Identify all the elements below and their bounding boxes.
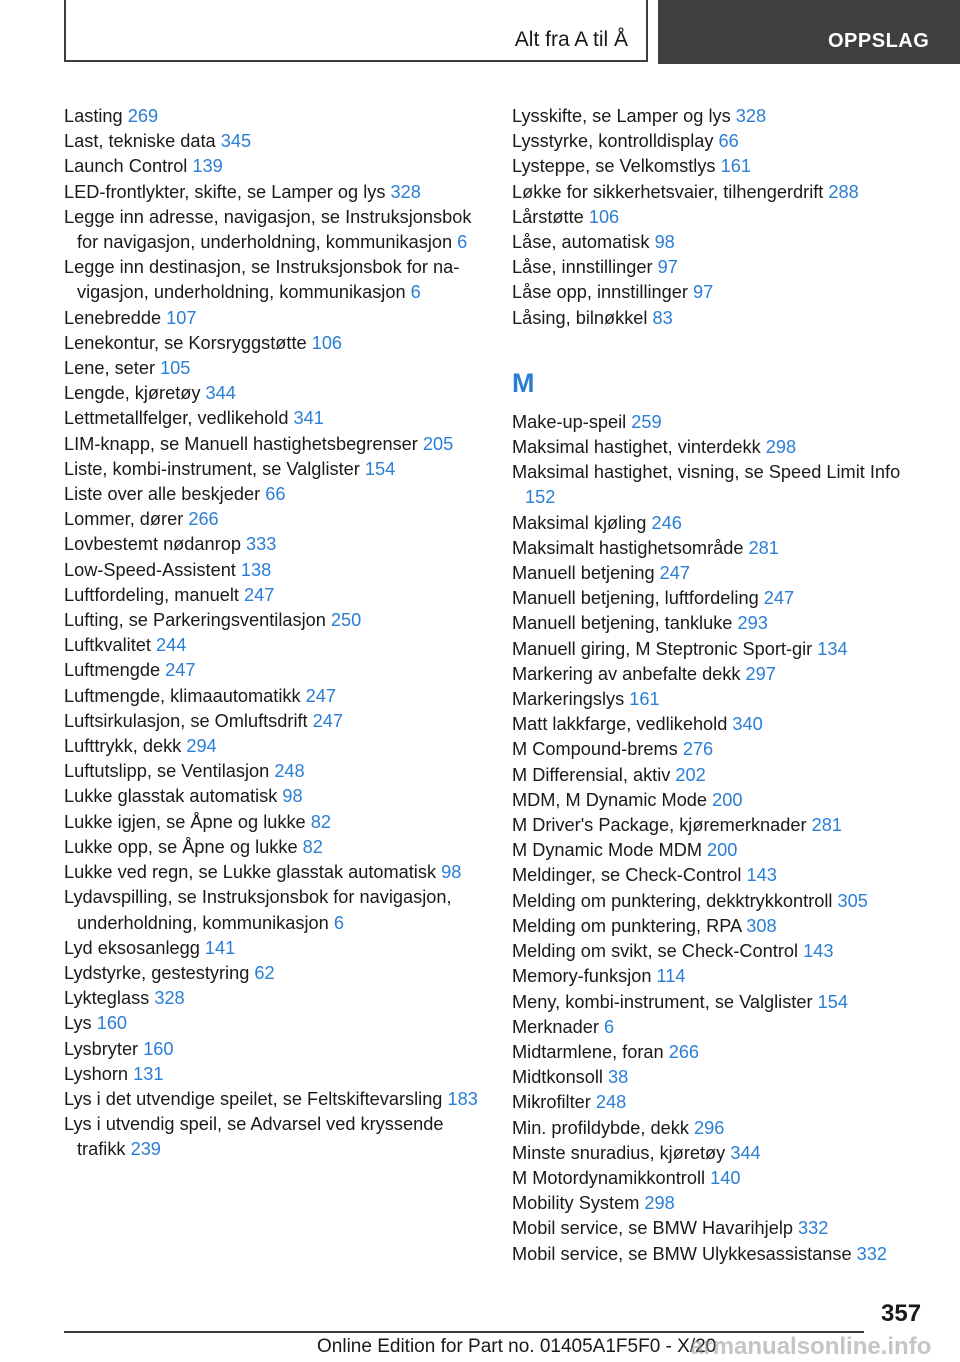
index-term: Liste over alle beskjeder xyxy=(64,484,261,505)
page-link[interactable]: 297 xyxy=(745,663,776,684)
page-link[interactable]: 246 xyxy=(651,512,682,533)
index-entry xyxy=(64,154,484,179)
index-term: Maksimalt hastighetsområde xyxy=(512,537,744,558)
index-entry xyxy=(512,662,932,687)
page-link[interactable]: 248 xyxy=(274,761,305,782)
index-term: Maksimal hastighet, visning, se Speed Limit Info xyxy=(512,462,901,483)
index-entry xyxy=(64,684,484,709)
page-link[interactable]: 131 xyxy=(133,1063,164,1084)
page-link[interactable]: 106 xyxy=(588,206,620,227)
index-entry xyxy=(64,180,484,205)
index-term: Melding om punktering, RPA xyxy=(512,915,742,936)
page-link[interactable]: 97 xyxy=(693,282,714,303)
index-entry xyxy=(64,306,484,331)
index-entry xyxy=(512,1015,932,1040)
index-term: Make-up-speil xyxy=(512,411,627,432)
index-entry xyxy=(64,1037,484,1062)
page-link[interactable]: 161 xyxy=(720,156,751,177)
page-link[interactable]: 247 xyxy=(763,588,795,609)
page-link[interactable]: 332 xyxy=(856,1243,888,1264)
index-term: M Compound-brems xyxy=(512,739,678,760)
chapter-title: OPPSLAG xyxy=(828,30,930,52)
page-link[interactable]: 6 xyxy=(457,232,468,253)
index-entry xyxy=(512,889,932,914)
index-term: Luftkvalitet xyxy=(64,635,151,656)
page-link[interactable]: 66 xyxy=(718,131,739,152)
index-term: Memory-funksjon xyxy=(512,966,652,987)
index-term: Låse opp, innstillinger xyxy=(512,282,688,303)
header-section-box xyxy=(64,0,648,62)
index-entry xyxy=(512,205,932,230)
page-link[interactable]: 143 xyxy=(746,865,777,886)
page-link[interactable]: 152 xyxy=(525,487,556,508)
index-term: Lysteppe, se Velkomstlys xyxy=(512,156,716,177)
page-number: 357 xyxy=(881,1300,922,1327)
index-term: Lysskifte, se Lamper og lys xyxy=(512,106,731,126)
index-term: Lårstøtte xyxy=(512,206,584,227)
index-term: Lysbryter xyxy=(64,1038,139,1059)
index-entry xyxy=(64,633,484,658)
index-term: LIM-knapp, se Manuell hastighetsbegrenser xyxy=(64,433,418,454)
index-term: M Motordynamikkontroll xyxy=(512,1167,706,1188)
section-title: Alt fra A til Å xyxy=(514,28,628,51)
index-entry xyxy=(512,838,932,863)
page-link[interactable]: 62 xyxy=(254,962,275,983)
page-link[interactable]: 200 xyxy=(712,789,743,810)
page-link[interactable]: 140 xyxy=(710,1167,741,1188)
index-entry xyxy=(512,1242,932,1267)
page-link[interactable]: 143 xyxy=(803,941,834,962)
index-term: LED-frontlykter, skifte, se Lamper og lys xyxy=(64,181,386,202)
index-entry xyxy=(64,558,484,583)
index-entry xyxy=(512,687,932,712)
index-entry xyxy=(512,154,932,179)
index-term: Lydavspilling, se Instruksjonsbok for navigasjon, underholdning, kommunikasjon xyxy=(64,887,452,933)
index-entry xyxy=(512,1065,932,1090)
index-term: Mobil service, se BMW Ulykkesassistanse xyxy=(512,1243,852,1264)
index-entry xyxy=(64,1011,484,1036)
index-term: Lukke igjen, se Åpne og lukke xyxy=(64,811,306,832)
page-link[interactable]: 106 xyxy=(311,332,343,353)
page-link[interactable]: 160 xyxy=(143,1038,174,1059)
index-entry xyxy=(512,1116,932,1141)
index-term: Lydstyrke, gestestyring xyxy=(64,962,250,983)
index-letter-heading: M xyxy=(512,367,535,398)
index-entry xyxy=(512,410,932,435)
index-term: Lyd eksosanlegg xyxy=(64,937,200,958)
page-link[interactable]: 298 xyxy=(765,437,797,458)
page-link[interactable]: 333 xyxy=(246,534,277,555)
page-link[interactable]: 328 xyxy=(735,106,767,126)
index-term: Markeringslys xyxy=(512,689,625,710)
index-entry xyxy=(64,331,484,356)
page-link[interactable]: 98 xyxy=(282,786,303,807)
index-term: Luftutslipp, se Ventilasjon xyxy=(64,761,270,782)
page-link[interactable]: 344 xyxy=(730,1142,761,1163)
page-link[interactable]: 250 xyxy=(330,610,362,631)
index-term: Låse, innstillinger xyxy=(512,257,653,278)
index-term: Launch Control xyxy=(64,156,188,177)
index-term: Lufting, se Parkeringsventilasjon xyxy=(64,610,326,631)
index-entry xyxy=(512,990,932,1015)
index-term: Mobil service, se BMW Havarihjelp xyxy=(512,1218,793,1239)
index-term: Lukke ved regn, se Lukke glasstak automatisk xyxy=(64,862,437,883)
index-term: Manuell betjening xyxy=(512,563,655,584)
index-term: Midtarmlene, foran xyxy=(512,1041,664,1062)
index-entry xyxy=(64,860,484,885)
index-term: Legge inn destinasjon, se Instruksjonsbok for navigasjon, underholdning, kommunikasjon xyxy=(64,257,460,303)
index-entry xyxy=(512,561,932,586)
index-entry xyxy=(64,104,484,129)
page-link[interactable]: 200 xyxy=(707,840,738,861)
index-term: Løkke for sikkerhetsvaier, tilhengerdrift xyxy=(512,181,824,202)
index-term: Lykteglass xyxy=(64,988,150,1009)
page-link[interactable]: 6 xyxy=(333,912,344,933)
index-term: Luftfordeling, manuelt xyxy=(64,584,239,605)
index-term: Mikrofilter xyxy=(512,1092,591,1113)
index-term: Lenebredde xyxy=(64,307,162,328)
index-entry xyxy=(512,1040,932,1065)
page-link[interactable]: 294 xyxy=(186,736,217,757)
index-term: Merknader xyxy=(512,1016,599,1037)
index-entry xyxy=(512,1090,932,1115)
index-term: Lenekontur, se Korsryggstøtte xyxy=(64,332,307,353)
page-link[interactable]: 298 xyxy=(644,1193,675,1214)
index-entry xyxy=(512,863,932,888)
index-term: M Driver's Package, kjøremerknader xyxy=(512,815,807,836)
page-link[interactable]: 308 xyxy=(746,915,777,936)
index-term: Lasting xyxy=(64,106,123,126)
index-term: Markering av anbefalte dekk xyxy=(512,663,741,684)
index-term: Lukke glasstak automatisk xyxy=(64,786,278,807)
page-link[interactable]: 160 xyxy=(96,1013,128,1034)
page-link[interactable]: 281 xyxy=(811,815,842,836)
page-link[interactable]: 66 xyxy=(265,484,286,505)
page-link[interactable]: 247 xyxy=(659,563,690,584)
page-link[interactable]: 288 xyxy=(828,181,859,202)
index-term: Min. profildybde, dekk xyxy=(512,1117,689,1138)
index-entry xyxy=(64,608,484,633)
page-link[interactable]: 138 xyxy=(240,559,272,580)
index-entry xyxy=(64,583,484,608)
page-link[interactable]: 344 xyxy=(205,383,236,404)
page-link[interactable]: 134 xyxy=(817,638,848,659)
index-entry xyxy=(512,964,932,989)
page-link[interactable]: 141 xyxy=(204,937,236,958)
index-entry xyxy=(64,1062,484,1087)
page-link[interactable]: 244 xyxy=(156,635,187,656)
index-term: Manuell betjening, tankluke xyxy=(512,613,733,634)
page-link[interactable]: 154 xyxy=(817,991,848,1012)
index-entry xyxy=(64,507,484,532)
page-link[interactable]: 276 xyxy=(682,739,714,760)
index-entry xyxy=(512,255,932,280)
page-link[interactable]: 247 xyxy=(312,710,344,731)
watermark-logo: armanualsonline.info xyxy=(690,1333,932,1360)
index-entry xyxy=(64,835,484,860)
page-link[interactable]: 281 xyxy=(748,537,779,558)
index-term: Lengde, kjøretøy xyxy=(64,383,201,404)
index-entry xyxy=(64,381,484,406)
page-link[interactable]: 6 xyxy=(604,1016,615,1037)
index-term: Mobility System xyxy=(512,1193,640,1214)
index-term: Matt lakkfarge, vedlikehold xyxy=(512,714,728,735)
index-entry xyxy=(64,885,484,935)
index-term: Låse, automatisk xyxy=(512,232,650,253)
index-entry xyxy=(64,961,484,986)
page-link[interactable]: 340 xyxy=(732,714,763,735)
index-entry xyxy=(64,532,484,557)
index-entry xyxy=(512,460,932,510)
index-entry xyxy=(64,936,484,961)
page-link[interactable]: 305 xyxy=(837,890,868,911)
index-term: Lettmetallfelger, vedlikehold xyxy=(64,408,289,429)
index-term: Lufttrykk, dekk xyxy=(64,736,182,757)
index-term: Lys i utvendig speil, se Advarsel ved kryssende trafikk xyxy=(64,1114,444,1160)
index-term: Lys i det utvendige speilet, se Feltskiftevarsling xyxy=(64,1088,443,1109)
page-link[interactable]: 248 xyxy=(595,1092,627,1113)
page-link[interactable]: 328 xyxy=(154,988,185,1009)
index-term: Manuell giring, M Steptronic Sport-gir xyxy=(512,638,813,659)
index-entry xyxy=(512,180,932,205)
index-entry xyxy=(64,406,484,431)
index-term: M Differensial, aktiv xyxy=(512,764,671,785)
page-link[interactable]: 345 xyxy=(220,131,252,152)
index-term: Midtkonsoll xyxy=(512,1067,603,1088)
page-link[interactable]: 82 xyxy=(302,836,323,857)
page-link[interactable]: 97 xyxy=(657,257,678,278)
index-column-right xyxy=(512,104,932,1267)
index-entry xyxy=(512,230,932,255)
page-link[interactable]: 341 xyxy=(293,408,324,429)
index-group-m xyxy=(512,410,932,1267)
index-entry xyxy=(512,788,932,813)
index-entry xyxy=(512,280,932,305)
index-entry xyxy=(64,1087,484,1112)
page-link[interactable]: 247 xyxy=(305,685,336,706)
page-link[interactable]: 205 xyxy=(422,433,454,454)
index-term: Minste snuradius, kjøretøy xyxy=(512,1142,726,1163)
page-link[interactable]: 269 xyxy=(127,106,159,126)
index-entry xyxy=(512,129,932,154)
index-entry xyxy=(512,611,932,636)
page-link[interactable]: 332 xyxy=(798,1218,829,1239)
index-term: Melding om svikt, se Check-Control xyxy=(512,941,799,962)
index-term: Melding om punktering, dekktrykkontroll xyxy=(512,890,833,911)
index-entry xyxy=(512,712,932,737)
index-term: Lys xyxy=(64,1013,92,1034)
index-entry xyxy=(512,511,932,536)
header-chapter-tab xyxy=(658,0,960,64)
page-link[interactable]: 161 xyxy=(629,689,660,710)
page-link[interactable]: 82 xyxy=(310,811,331,832)
page-link[interactable]: 247 xyxy=(165,660,196,681)
index-term: Luftsirkulasjon, se Omluftsdrift xyxy=(64,710,308,731)
index-entry xyxy=(512,586,932,611)
index-term: Lyshorn xyxy=(64,1063,129,1084)
index-term: Lene, seter xyxy=(64,358,155,379)
index-entry xyxy=(64,734,484,759)
index-entry xyxy=(64,658,484,683)
index-term: Liste, kombi-instrument, se Valglister xyxy=(64,458,360,479)
index-entry xyxy=(64,129,484,154)
page-link[interactable]: 296 xyxy=(693,1117,725,1138)
index-entry xyxy=(64,432,484,457)
index-term: Lukke opp, se Åpne og lukke xyxy=(64,836,298,857)
index-entry xyxy=(64,986,484,1011)
index-entry xyxy=(64,205,484,255)
index-term: Meldinger, se Check-Control xyxy=(512,865,742,886)
page-link[interactable]: 98 xyxy=(654,232,675,253)
index-entry xyxy=(512,536,932,561)
index-term: Lysstyrke, kontrolldisplay xyxy=(512,131,714,152)
page-link[interactable]: 293 xyxy=(737,613,768,634)
page-link[interactable]: 247 xyxy=(243,584,275,605)
page-link[interactable]: 202 xyxy=(675,764,706,785)
index-entry xyxy=(64,482,484,507)
index-entry xyxy=(512,939,932,964)
index-entry xyxy=(512,435,932,460)
index-entry xyxy=(64,1112,484,1162)
index-term: Låsing, bilnøkkel xyxy=(512,307,648,328)
index-term: Maksimal hastighet, vinterdekk xyxy=(512,437,761,458)
page-link[interactable]: 266 xyxy=(188,509,219,530)
index-entry xyxy=(64,709,484,734)
index-entry xyxy=(64,759,484,784)
index-term: Low-Speed-Assistent xyxy=(64,559,236,580)
page-link[interactable]: 183 xyxy=(447,1088,478,1109)
index-term: Luftmengde, klimaautomatikk xyxy=(64,685,301,706)
page-link[interactable]: 328 xyxy=(390,181,421,202)
index-term: M Dynamic Mode MDM xyxy=(512,840,702,861)
index-column-left xyxy=(64,104,484,1163)
index-term: Meny, kombi-instrument, se Valglister xyxy=(512,991,813,1012)
index-term: MDM, M Dynamic Mode xyxy=(512,789,708,810)
index-entry xyxy=(64,457,484,482)
page-link[interactable]: 105 xyxy=(160,358,191,379)
page-link[interactable]: 154 xyxy=(364,458,396,479)
page-link[interactable]: 266 xyxy=(668,1041,700,1062)
index-entry xyxy=(512,1141,932,1166)
page-link[interactable]: 239 xyxy=(130,1139,161,1160)
index-entry xyxy=(512,637,932,662)
page-link[interactable]: 259 xyxy=(631,411,662,432)
index-entry xyxy=(512,1191,932,1216)
page-link[interactable]: 83 xyxy=(652,307,673,328)
index-group-l-continued xyxy=(512,104,932,331)
edition-text: Online Edition for Part no. 01405A1F5F0 - X/20 xyxy=(317,1336,717,1357)
index-term: Manuell betjening, luftfordeling xyxy=(512,588,759,609)
page-link[interactable]: 38 xyxy=(608,1067,629,1088)
page-link[interactable]: 139 xyxy=(192,156,223,177)
index-entry xyxy=(512,104,932,129)
index-term: Legge inn adresse, navigasjon, se Instruksjonsbok for navigasjon, underholdning, kommunikasjon xyxy=(64,206,472,253)
index-entry xyxy=(512,306,932,331)
index-entry xyxy=(512,737,932,762)
page-link[interactable]: 98 xyxy=(441,862,462,883)
index-entry xyxy=(64,810,484,835)
page-link[interactable]: 107 xyxy=(166,307,197,328)
page-link[interactable]: 114 xyxy=(656,966,686,987)
index-entry xyxy=(512,763,932,788)
index-term: Last, tekniske data xyxy=(64,131,216,152)
index-entry xyxy=(64,356,484,381)
index-entry xyxy=(512,1166,932,1191)
index-entry xyxy=(64,784,484,809)
index-term: Lommer, dører xyxy=(64,509,184,530)
index-entry xyxy=(512,914,932,939)
index-entry xyxy=(64,255,484,305)
page-link[interactable]: 6 xyxy=(410,282,421,303)
index-term: Lovbestemt nødanrop xyxy=(64,534,241,555)
index-entry xyxy=(512,813,932,838)
index-term: Luftmengde xyxy=(64,660,161,681)
index-term: Maksimal kjøling xyxy=(512,512,647,533)
index-entry xyxy=(512,1216,932,1241)
